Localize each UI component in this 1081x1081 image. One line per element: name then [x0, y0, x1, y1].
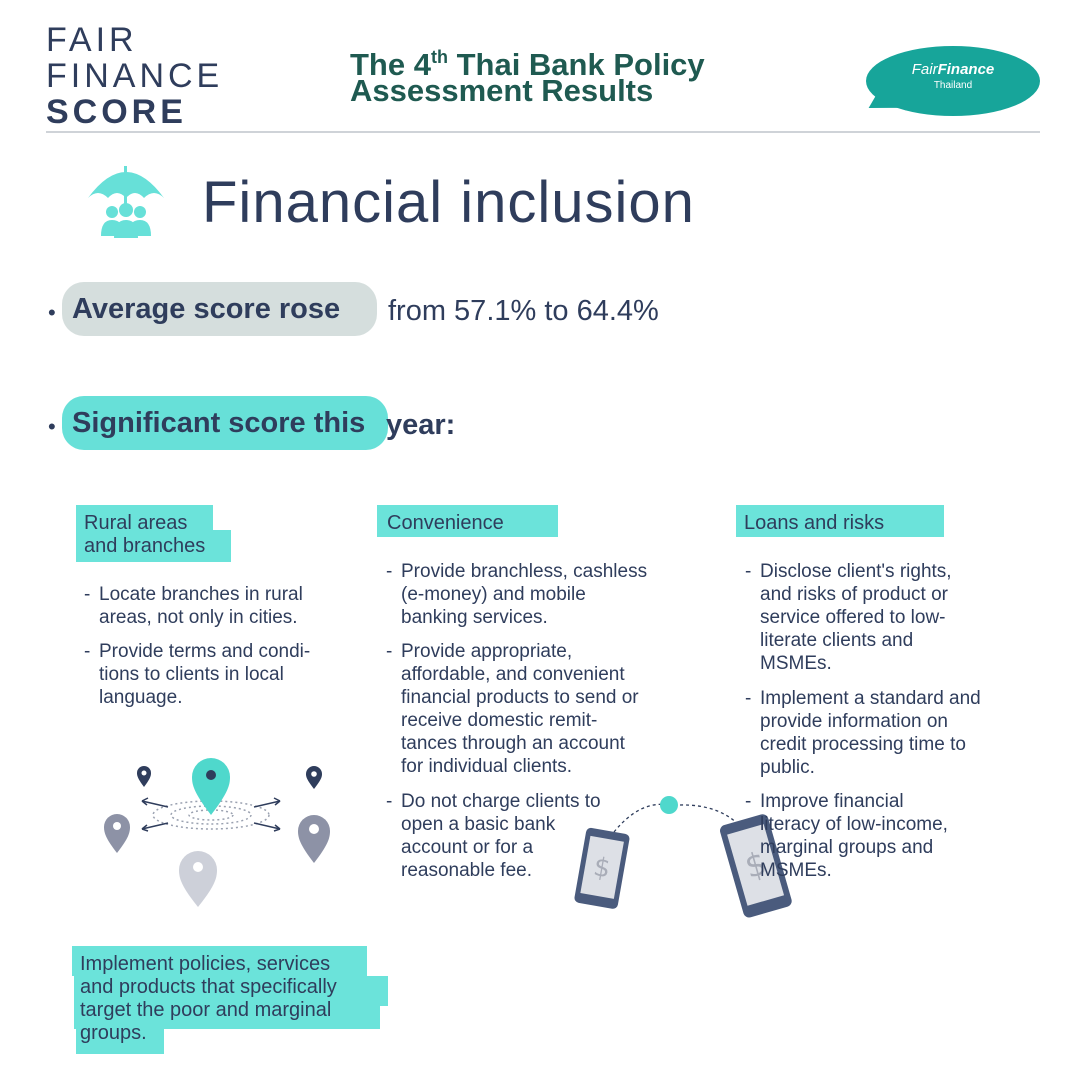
loans-item: - Improve financial literacy of low-income, marginal groups and MSMEs.	[745, 791, 948, 881]
umbrella-people-icon	[84, 152, 168, 240]
section-title: Financial inclusion	[202, 170, 695, 235]
page-title-line1: The 4th Thai Bank Policy	[350, 47, 705, 82]
rural-item: - Provide terms and condi-tions to clients in local language.	[84, 641, 311, 708]
footer-statement: Implement policies, services and products that specifically target the poor and marginal groups.	[80, 953, 337, 1044]
column-head-convenience: Convenience	[387, 512, 504, 534]
rural-item: - Locate branches in rural areas, not only in cities.	[84, 584, 303, 628]
significant-score-rest: year:	[386, 409, 456, 441]
loans-item: - Disclose client's rights, and risks of product or service offered to low-literate clients and MSMEs.	[745, 561, 952, 674]
brand-finance: FINANCE	[46, 57, 224, 95]
column-head-rural-line2: and branches	[84, 535, 206, 557]
bullet-dot: •	[48, 414, 56, 439]
bullet-dot: •	[48, 300, 56, 325]
significant-score-highlight: Significant score this	[62, 396, 388, 450]
header-divider	[46, 131, 1040, 133]
svg-text:$: $	[591, 852, 613, 885]
brand-score: SCORE	[46, 93, 187, 131]
average-score-highlight: Average score rose	[62, 282, 377, 336]
loans-item: - Implement a standard and provide information on credit processing time to public.	[745, 688, 981, 778]
convenience-item: - Provide appropriate, affordable, and convenient financial products to send or receive domestic remit-tances through an account for individual clients.	[386, 641, 639, 777]
column-head-rural-line1: Rural areas	[84, 512, 188, 534]
convenience-item: - Do not charge clients to open a basic bank account or for a reasonable fee.	[386, 791, 601, 881]
svg-text:$: $	[740, 843, 771, 886]
column-head-loans: Loans and risks	[744, 512, 885, 534]
brand-fair: FAIR	[46, 21, 138, 59]
map-pins-illustration	[96, 755, 346, 910]
page-title-line2: Assessment Results	[350, 73, 654, 108]
convenience-item: - Provide branchless, cashless (e-money) and mobile banking services.	[386, 561, 648, 628]
average-score-text: from 57.1% to 64.4%	[388, 295, 659, 327]
